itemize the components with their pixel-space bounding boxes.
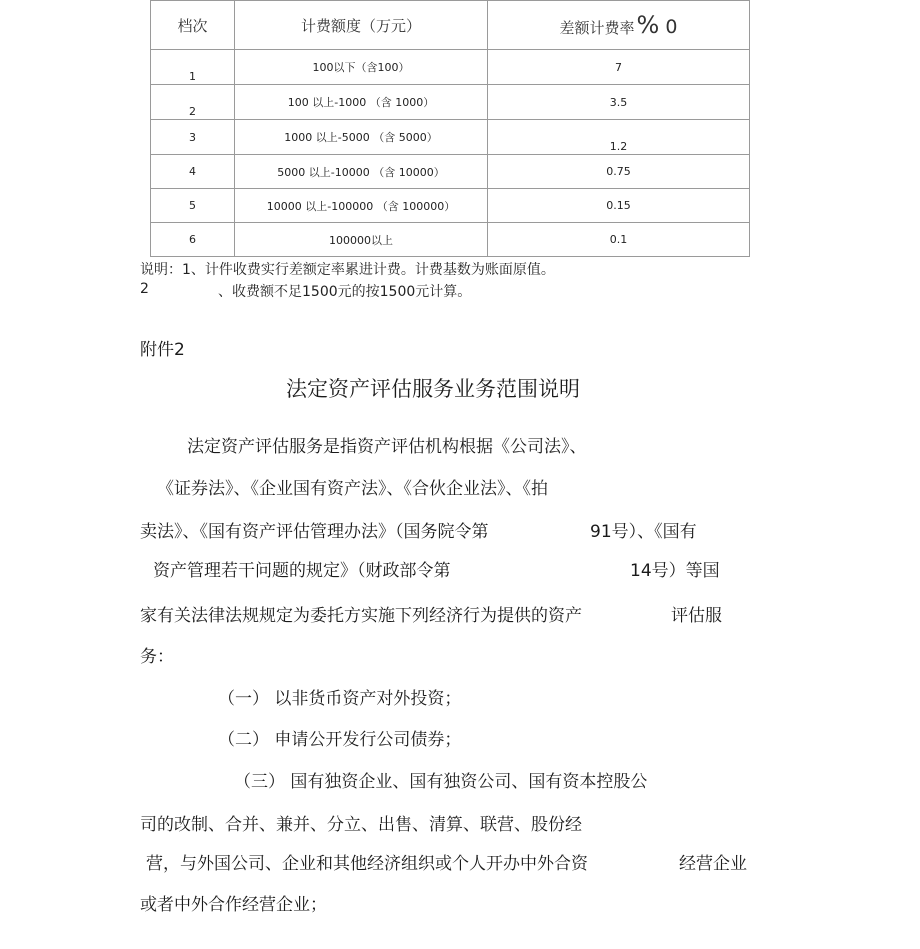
table-row — [151, 50, 750, 85]
note-line-1: 说明：1、计件收费实行差额定率累进计费。计费基数为账面原值。 — [140, 262, 555, 278]
cell-amount: 5000 以上-10000 （含 10000） — [235, 155, 488, 189]
list-item-3-line-4: 或者中外合作经营企业； — [140, 895, 327, 915]
list-item-3-line-3a: 营，与外国公司、企业和其他经济组织或个人开办中外合资 — [146, 854, 588, 874]
cell-amount: 100 以上-1000 （含 1000） — [235, 85, 488, 120]
cell-rate: 1.2 — [488, 120, 750, 155]
table-row — [151, 189, 750, 223]
cell-amount: 1000 以上-5000 （含 5000） — [235, 120, 488, 155]
paragraph-line-1: 法定资产评估服务是指资产评估机构根据《公司法》、 — [187, 437, 587, 457]
table-row — [151, 223, 750, 257]
cell-rate: 7 — [488, 50, 750, 85]
cell-amount: 100000以上 — [235, 223, 488, 257]
list-item-3-line-3b: 经营企业 — [679, 854, 747, 874]
cell-rate: 0.75 — [488, 155, 750, 189]
cell-rate: 0.1 — [488, 223, 750, 257]
header-rate-zero: 0 — [665, 16, 678, 38]
cell-grade: 3 — [151, 120, 235, 155]
table-row — [151, 120, 750, 155]
paragraph-line-6: 务： — [140, 647, 174, 667]
list-item-3: （三） 国有独资企业、国有独资公司、国有资本控股公 — [234, 772, 648, 792]
cell-grade: 4 — [151, 155, 235, 189]
cell-rate: 0.15 — [488, 189, 750, 223]
cell-rate: 3.5 — [488, 85, 750, 120]
attachment-label: 附件2 — [140, 340, 185, 360]
note-line-2-number: 2 — [140, 281, 149, 297]
header-rate — [488, 1, 750, 50]
paragraph-line-3a: 卖法》、《国有资产评估管理办法》（国务院令第 — [140, 522, 489, 542]
paragraph-line-3b: 91号）、《国有 — [590, 522, 697, 542]
cell-grade: 2 — [151, 85, 235, 120]
paragraph-line-4a: 资产管理若干问题的规定》（财政部令第 — [153, 561, 451, 581]
paragraph-line-5a: 家有关法律法规规定为委托方实施下列经济行为提供的资产 — [140, 606, 582, 626]
paragraph-line-5b: 评估服 — [671, 606, 722, 626]
header-amount: 计费额度（万元） — [235, 1, 488, 50]
table-header-row — [151, 1, 750, 50]
paragraph-line-4b: 14号）等国 — [630, 561, 720, 581]
paragraph-line-2: 《证券法》、《企业国有资产法》、《合伙企业法》、《拍 — [157, 479, 548, 499]
header-rate-pct: % — [636, 11, 660, 39]
cell-amount: 100以下（含100） — [235, 50, 488, 85]
page-title: 法定资产评估服务业务范围说明 — [286, 377, 580, 401]
cell-grade: 1 — [151, 50, 235, 85]
header-rate-label: 差额计费率 — [559, 19, 635, 37]
note-line-2-text: 、收费额不足1500元的按1500元计算。 — [218, 284, 472, 300]
fee-rate-table — [150, 0, 750, 257]
list-item-3-line-2: 司的改制、合并、兼并、分立、出售、清算、联营、股份经 — [140, 815, 582, 835]
header-grade: 档次 — [151, 1, 235, 50]
table-row — [151, 85, 750, 120]
cell-grade: 5 — [151, 189, 235, 223]
list-item-2: （二） 申请公开发行公司债券； — [218, 730, 462, 750]
table-row — [151, 155, 750, 189]
cell-grade: 6 — [151, 223, 235, 257]
cell-amount: 10000 以上-100000 （含 100000） — [235, 189, 488, 223]
list-item-1: （一） 以非货币资产对外投资； — [218, 689, 462, 709]
